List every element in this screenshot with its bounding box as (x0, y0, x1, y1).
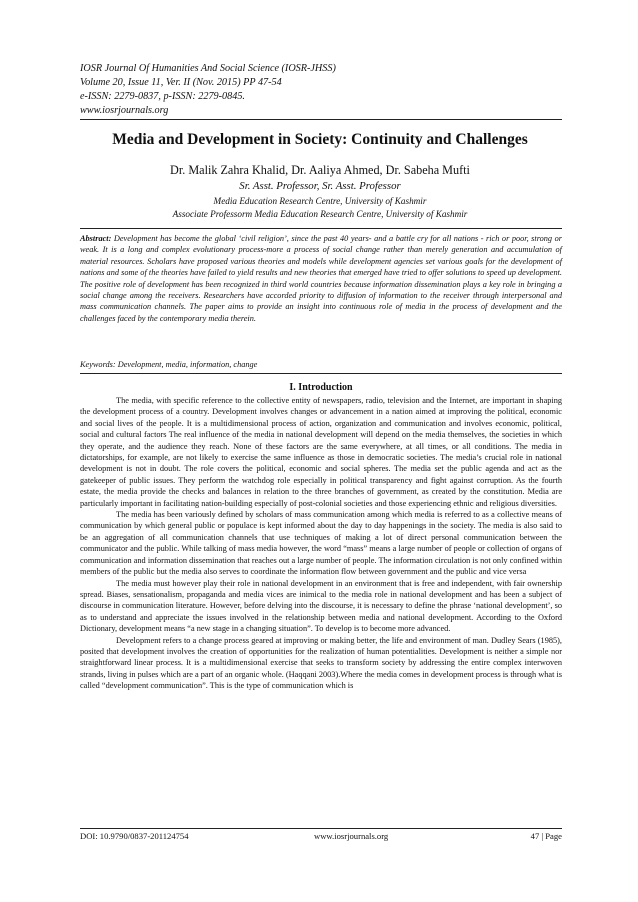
footer-page-number: 47 | Page (530, 831, 562, 841)
header-rule (80, 119, 562, 120)
abstract-text: Development has become the global ‘civil religion’, since the past 40 years- and a battle cry for all nations - rich or poor, strong or weak. It is a long and complex evolutionary process-more a process of social change rather than merely generation and accumulation of material resources. Scholars have proposed various theories and models while development agencies set various goals for the development of nations and some of the theories have failed to yield results and new theories that emerged have tried to offer solutions to speed up development. The positive role of development has been recognized in third world countries because information dissemination plays a key role in bringing a social change among the receivers. Researchers have accorded priority to diffusion of information to the receiver through interpersonal and mass communication channels. The paper aims to provide an insight into continuous role of media in the process of development and the challenges faced by the contemporary media therein. (80, 234, 562, 323)
section-body (80, 395, 562, 692)
footer-doi: DOI: 10.9790/0837-201124754 (80, 831, 189, 841)
body-paragraph: Development refers to a change process geared at improving or making better, the life and environment of man. Dudley Sears (1985), posited that development involves the creation of opportunities for the realization of human potentialities. Development is neither a simple nor straightforward linear process. It is a multidimensional exercise that seeks to transform society by addressing the entire complex interwoven strands, living in pulses which are a part of an organic whole. (Haqqani 2003).Where the media comes in development process is through what is called “development communication”. This is the type of communication which is (80, 635, 562, 691)
body-paragraph: The media has been variously defined by scholars of mass communication among which media is referred to as a collective means of communication by which general public or populace is kept informed about the day to day happenings in the society. The media is also said to be an aggregation of all communication channels that use techniques of making a lot of direct personal communication between the communicator and the public. While talking of mass media however, the word “mass” means a large number of people or collection of organs of communication and information dissemination that reaches out a large number of people. The information circulation is not only confined within members of the public but the media also serves to coordinate the information flow between government and the public and vice versa (80, 510, 562, 577)
footer-website[interactable]: www.iosrjournals.org (314, 831, 389, 841)
keywords: Keywords: Development, media, information, change (80, 360, 258, 369)
abstract (80, 233, 562, 324)
body-paragraph: The media must however play their role in national development in an environment that is free and independent, with fair ownership spread. Biases, sensationalism, propaganda and media vices are inimical to the media role in national development and has been a subject of discourse in communication literature. However, before delving into the discourse, it is necessary to define the phrase ‘national development’, so as to understand and appreciate the issues involved in the relationship between media and national development. According to the Oxford Dictionary, development means “a new stage in a changing situation”. To develop is to become more advanced. (80, 578, 562, 634)
abstract-label: Abstract: (80, 234, 112, 243)
journal-issn: e-ISSN: 2279-0837, p-ISSN: 2279-0845. (80, 91, 245, 102)
abstract-top-rule (80, 228, 562, 229)
journal-header (80, 62, 560, 118)
body-paragraph: The media, with specific reference to the collective entity of newspapers, radio, television and the Internet, are important in shaping the development process of a country. Development involves changes or advancement in a nation aimed at improving the political, economic and social lives of the people. It is a multidimensional process of action, organization and communication and involves economic, political, social and cultural factors The real influence of the media in national development will depend on the media themselves, the societies in which they operate, and the audience they reach. None of these factors are the same everywhere, at all times, or all conditions. The media in dictatorships, for example, are not likely to exercise the same influence as those in democratic societies. The media’s crucial role in national development is not in doubt. The role covers the political, economic and social spheres. The media set the public agenda and act as the gatekeeper of public issues. They perform the watchdog role especially in political transparency and fight against corruption. As the fourth estate, the media provide the checks and balances in relation to the three branches of government, as created by the constitution. Media are particularly important in facilitating nation-building especially of post-colonial societies and those experiencing ethnic and religious diversities. (80, 396, 562, 508)
footer-rule (80, 828, 562, 829)
author-positions: Sr. Asst. Professor, Sr. Asst. Professor (239, 180, 401, 192)
journal-volume: Volume 20, Issue 11, Ver. II (Nov. 2015) PP 47-54 (80, 77, 282, 88)
author-affiliation-2: Associate Professorm Media Education Research Centre, University of Kashmir (172, 209, 468, 219)
journal-name: IOSR Journal Of Humanities And Social Science (IOSR-JHSS) (80, 63, 336, 74)
paper-title: Media and Development in Society: Continuity and Challenges (112, 131, 528, 148)
journal-website[interactable]: www.iosrjournals.org (80, 105, 169, 116)
paper-authors: Dr. Malik Zahra Khalid, Dr. Aaliya Ahmed, Dr. Sabeha Mufti (170, 163, 470, 177)
author-affiliation-1: Media Education Research Centre, University of Kashmir (213, 196, 427, 206)
section-heading: I. Introduction (289, 382, 353, 393)
abstract-bottom-rule (80, 373, 562, 374)
